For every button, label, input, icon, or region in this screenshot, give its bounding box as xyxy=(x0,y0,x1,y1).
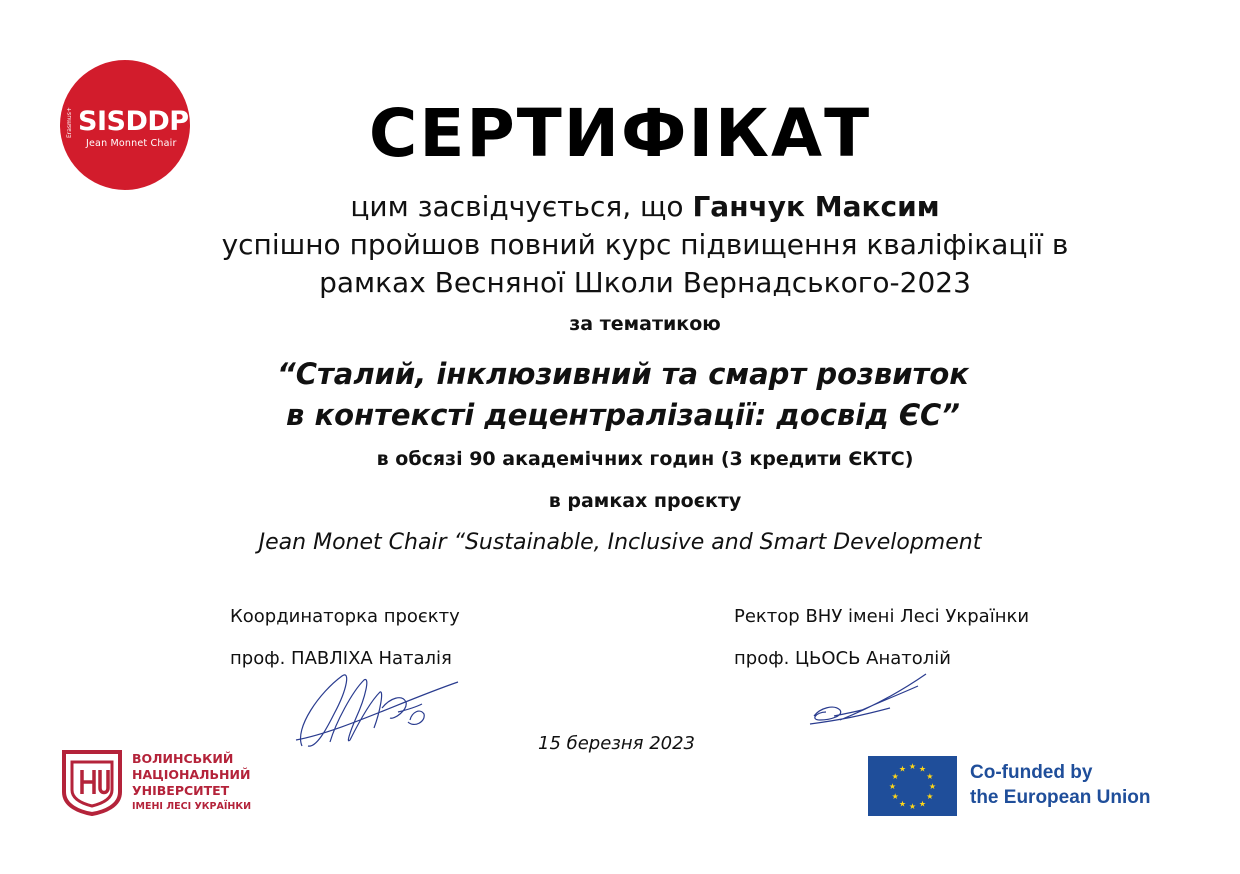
eu-star-icon: ★ xyxy=(918,799,927,809)
volume-line: в обсязі 90 академічних годин (3 кредити ЄКТС) xyxy=(376,448,914,470)
topic-line-2: в контексті децентралізації: досвід ЄС” xyxy=(286,398,960,432)
project-intro: в рамках проєкту xyxy=(548,490,742,512)
eu-star-icon: ★ xyxy=(926,772,934,781)
eu-star-icon: ★ xyxy=(888,782,897,791)
university-name-line-2: НАЦІОНАЛЬНИЙ xyxy=(132,767,251,782)
certifies-text: цим засвідчується, що xyxy=(350,190,693,223)
coordinator-title: Координаторка проєкту xyxy=(230,606,460,627)
rector-title: Ректор ВНУ імені Лесі Українки xyxy=(734,606,1030,627)
sisddp-logo-text: SISDDP xyxy=(78,106,189,137)
university-name-line-3: УНІВЕРСИТЕТ xyxy=(132,783,230,798)
coordinator-signature xyxy=(290,662,460,754)
rector-signature xyxy=(800,668,940,732)
eu-star-icon: ★ xyxy=(898,764,907,774)
topic-intro: за тематикою xyxy=(569,313,721,335)
university-name xyxy=(132,751,251,815)
certifies-line xyxy=(0,190,1240,223)
topic-line-1: “Сталий, інклюзивний та смарт розвиток xyxy=(277,357,969,391)
eu-star-icon: ★ xyxy=(918,764,927,774)
jean-monnet-chair-label: Jean Monnet Chair xyxy=(86,138,177,149)
eu-flag-icon xyxy=(868,756,957,816)
eu-cofunded-label xyxy=(970,760,1151,810)
eu-star-icon: ★ xyxy=(908,802,917,811)
project-name: Jean Monet Chair “Sustainable, Inclusive and Smart Development xyxy=(258,530,982,555)
eu-star-icon: ★ xyxy=(908,762,917,771)
eu-star-icon: ★ xyxy=(898,799,907,809)
eu-line-2: the European Union xyxy=(970,787,1151,808)
eu-star-icon: ★ xyxy=(926,792,934,801)
recipient-name: Ганчук Максим xyxy=(692,190,940,223)
rector-name: проф. ЦЬОСЬ Анатолій xyxy=(734,648,951,669)
issue-date: 15 березня 2023 xyxy=(538,733,695,754)
certificate-title: СЕРТИФІКАТ xyxy=(368,95,872,172)
university-name-line-1: ВОЛИНСЬКИЙ xyxy=(132,751,234,766)
coordinator-name: проф. ПАВЛІХА Наталія xyxy=(230,648,452,669)
university-emblem-icon xyxy=(60,748,124,816)
eu-line-1: Co-funded by xyxy=(970,762,1093,783)
eu-star-icon: ★ xyxy=(891,772,899,781)
university-name-line-4: ІМЕНІ ЛЕСІ УКРАЇНКИ xyxy=(132,801,252,812)
school-line: рамках Весняної Школи Вернадського-2023 xyxy=(319,266,971,299)
eu-star-icon: ★ xyxy=(928,782,937,791)
completion-line: успішно пройшов повний курс підвищення кваліфікації в xyxy=(221,228,1069,261)
eu-star-icon: ★ xyxy=(891,792,899,801)
erasmus-label: Erasmus+ xyxy=(66,107,73,138)
university-logo xyxy=(60,748,290,818)
